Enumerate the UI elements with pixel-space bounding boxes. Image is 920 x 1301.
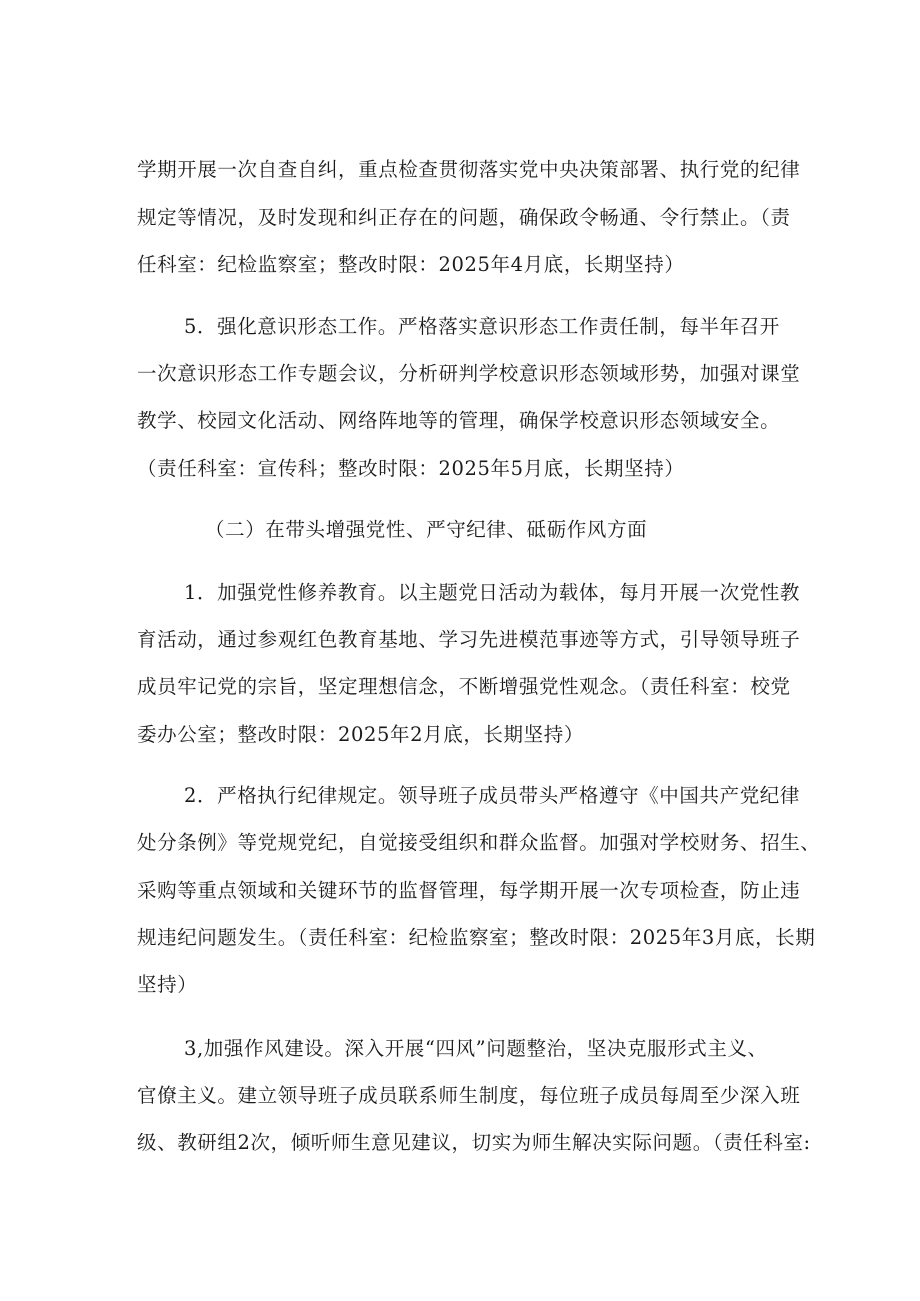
paragraph-5-line-2: 一次意识形态工作专题会议，分析研判学校意识形态领域形势，加强对课堂 (137, 362, 801, 385)
item-3-line-2: 官僚主义。建立领导班子成员联系师生制度，每位班子成员每周至少深入班 (137, 1084, 801, 1107)
item-2-line-5: 坚持） (137, 973, 198, 996)
paragraph-4-line-1: 学期开展一次自查自纠，重点检查贯彻落实党中央决策部署、执行党的纪律 (137, 158, 801, 181)
section-heading-2: （二）在带头增强党性、严守纪律、砥砺作风方面 (205, 518, 648, 541)
paragraph-4-line-2: 规定等情况，及时发现和纠正存在的问题，确保政令畅通、令行禁止。（责 (137, 206, 791, 229)
item-3-line-1: 3,加强作风建设。深入开展“四风”问题整治，坚决克服形式主义、 (184, 1037, 768, 1060)
paragraph-4-line-3: 任科室：纪检监察室；整改时限：2025年4月底，长期坚持） (137, 253, 685, 276)
item-3-line-3: 级、教研组2次，倾听师生意见建议，切实为师生解决实际问题。（责任科室: (137, 1131, 811, 1154)
paragraph-5-line-4: （责任科室：宣传科；整改时限：2025年5月底，长期坚持） (137, 457, 685, 480)
item-2-line-1: 2．严格执行纪律规定。领导班子成员带头严格遵守《中国共产党纪律 (184, 784, 801, 807)
item-1-line-2: 育活动，通过参观红色教育基地、学习先进模范事迹等方式，引导领导班子 (137, 628, 801, 651)
item-1-line-3: 成员牢记党的宗旨，坚定理想信念，不断增强党性观念。（责任科室：校党 (137, 675, 791, 698)
paragraph-5-line-3: 教学、校园文化活动、网络阵地等的管理，确保学校意识形态领域安全。 (137, 409, 781, 432)
item-2-line-2: 处分条例》等党规党纪，自觉接受组织和群众监督。加强对学校财务、招生、 (137, 831, 821, 854)
item-1-line-4: 委办公室；整改时限：2025年2月底，长期坚持） (137, 723, 584, 746)
item-2-line-4: 规违纪问题发生。（责任科室：纪检监察室；整改时限：2025年3月底，长期 (137, 926, 816, 949)
item-1-line-1: 1．加强党性修养教育。以主题党日活动为载体，每月开展一次党性教 (184, 581, 801, 604)
item-2-line-3: 采购等重点领域和关键环节的监督管理，每学期开展一次专项检查，防止违 (137, 879, 801, 902)
paragraph-5-line-1: 5．强化意识形态工作。严格落实意识形态工作责任制，每半年召开 (184, 315, 780, 338)
